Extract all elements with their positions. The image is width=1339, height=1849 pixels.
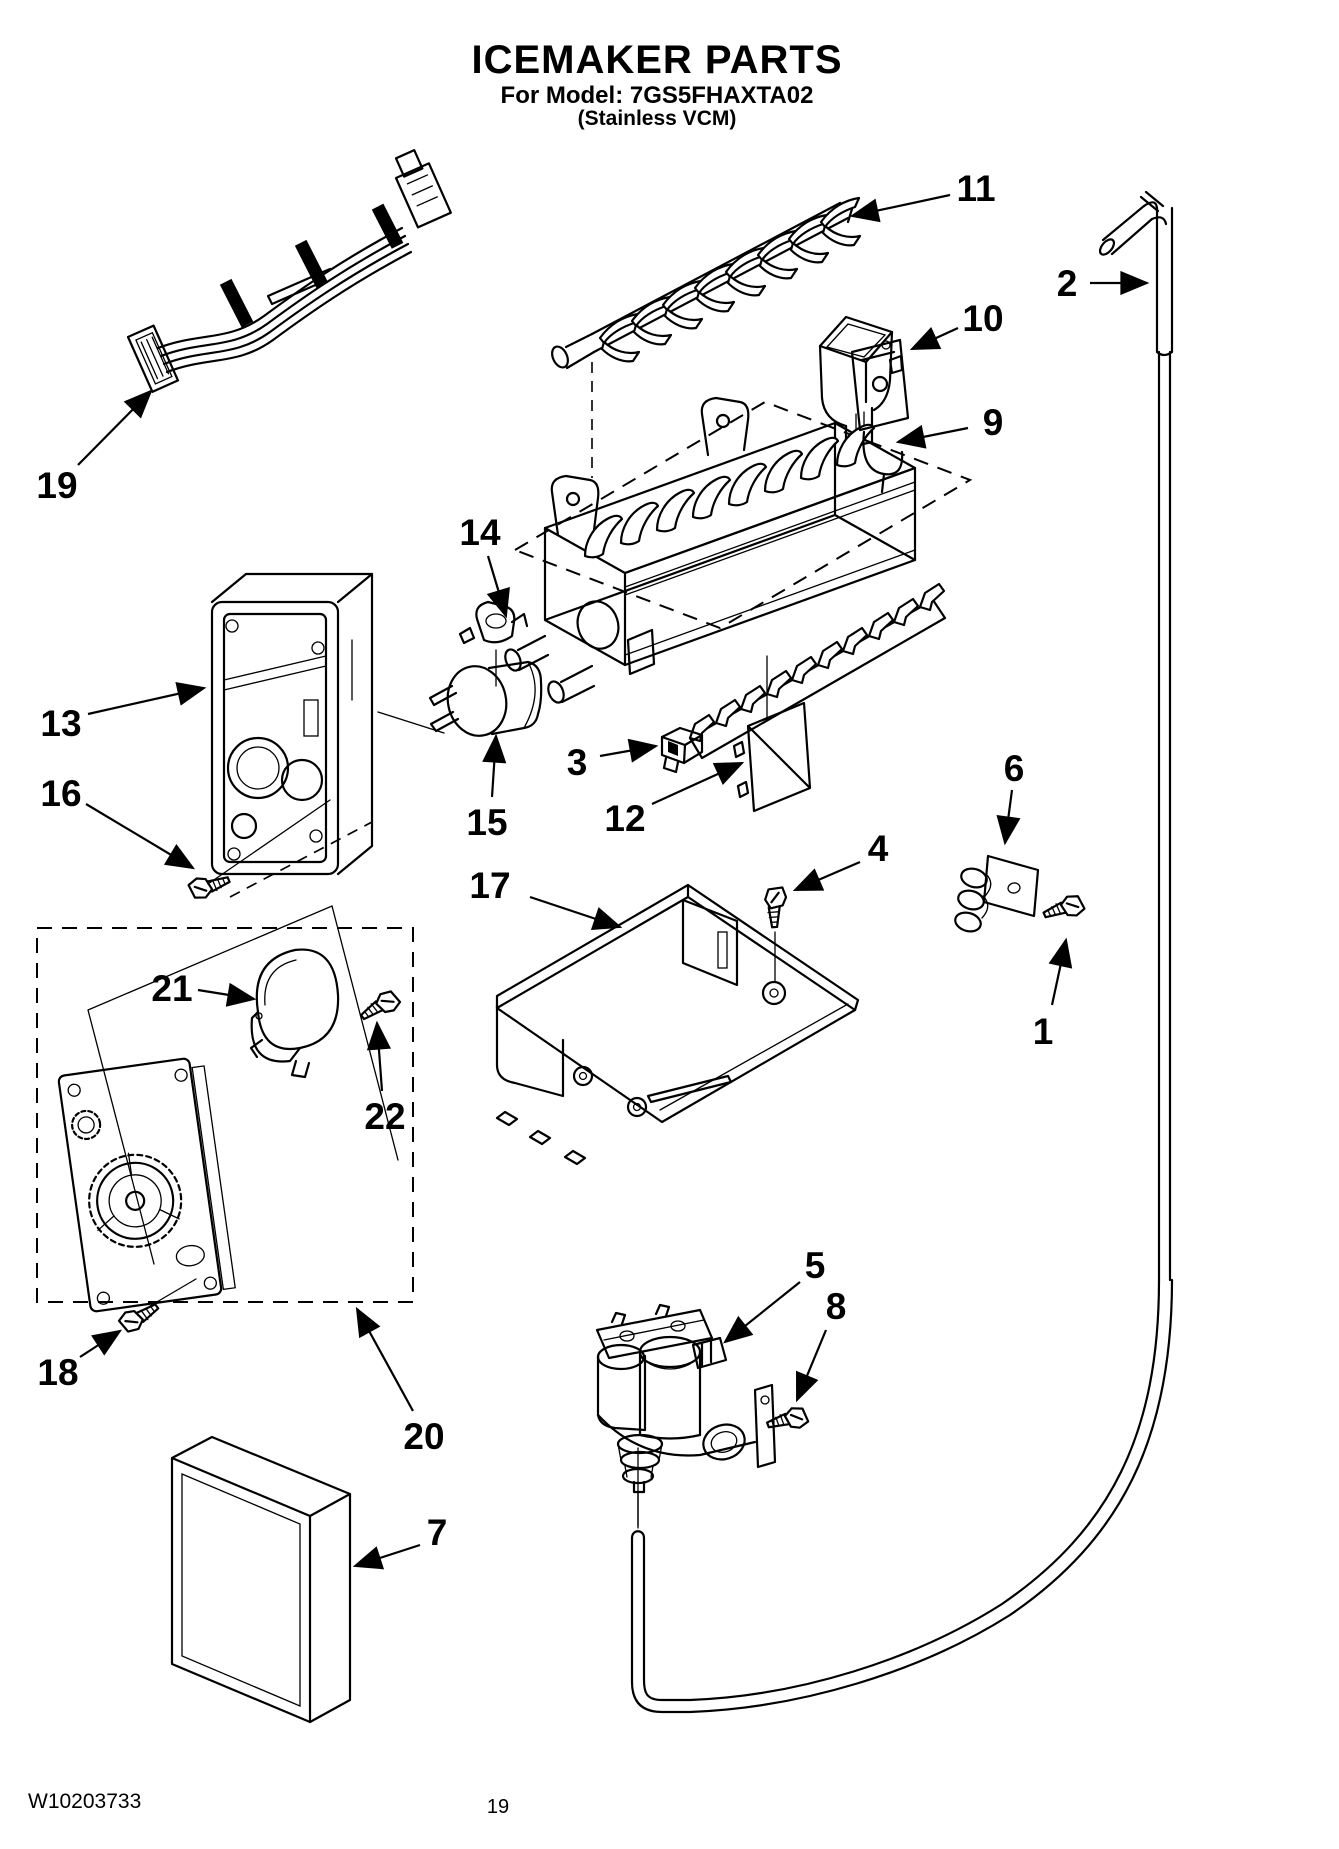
control-module-drawing (208, 574, 372, 897)
callout-label-14: 14 (459, 512, 501, 553)
callout-label-17: 17 (469, 865, 511, 906)
wire-harness-drawing (128, 147, 451, 392)
document-number: W10203733 (28, 1790, 142, 1813)
callout-label-7: 7 (426, 1512, 448, 1553)
callout-label-3: 3 (566, 742, 588, 783)
callout-leader-4 (795, 862, 860, 890)
icemaker-body-drawing (502, 340, 970, 720)
wire-clamp-drawing (953, 856, 1038, 934)
callout-label-18: 18 (37, 1352, 79, 1393)
callout-leader-7 (355, 1545, 420, 1566)
callout-label-20: 20 (403, 1416, 445, 1457)
bearing-plug-drawing (378, 661, 541, 742)
callout-leader-21 (198, 990, 254, 999)
callout-leader-20 (357, 1309, 413, 1411)
callout-leader-6 (1005, 790, 1012, 843)
callout-layer (36, 168, 1147, 1566)
callout-label-8: 8 (825, 1286, 847, 1327)
callout-leader-8 (797, 1330, 826, 1400)
screw-1-drawing (1042, 892, 1086, 927)
callout-leader-3 (600, 746, 656, 756)
callout-leader-5 (725, 1282, 800, 1342)
callout-label-4: 4 (867, 828, 889, 869)
screw-4-drawing (764, 887, 788, 927)
callout-leader-1 (1052, 940, 1066, 1005)
gear-motor-drawing (251, 950, 338, 1077)
callout-label-15: 15 (466, 802, 508, 843)
callout-leader-18 (80, 1331, 120, 1357)
finish-subtitle: (Stainless VCM) (577, 107, 737, 130)
shield-drawing (497, 885, 858, 1164)
callout-leader-14 (488, 556, 506, 616)
callout-leader-15 (492, 736, 496, 797)
callout-label-11: 11 (956, 168, 996, 209)
callout-leader-13 (88, 688, 204, 714)
callout-leader-16 (86, 804, 193, 868)
callout-leader-19 (78, 391, 151, 465)
callout-label-2: 2 (1056, 263, 1078, 304)
water-valve-drawing (597, 1305, 775, 1526)
callout-label-13: 13 (40, 703, 82, 744)
ice-bin-drawing (172, 1437, 350, 1722)
callout-label-19: 19 (36, 465, 78, 506)
callout-leader-11 (852, 195, 950, 216)
callout-label-21: 21 (151, 968, 193, 1009)
callout-leader-17 (530, 897, 620, 927)
callout-label-9: 9 (982, 402, 1004, 443)
model-subtitle: For Model: 7GS5FHAXTA02 (500, 82, 814, 109)
callout-label-22: 22 (364, 1096, 406, 1137)
page-number: 19 (486, 1796, 510, 1818)
page-title: ICEMAKER PARTS (471, 38, 843, 82)
screw-22-drawing (358, 988, 402, 1028)
callout-label-12: 12 (604, 798, 646, 839)
callout-label-16: 16 (40, 773, 82, 814)
callout-label-1: 1 (1032, 1011, 1054, 1052)
gearbox-assembly-drawing (37, 906, 413, 1335)
callout-leader-10 (912, 328, 958, 349)
callout-leader-9 (898, 428, 968, 442)
callout-label-5: 5 (804, 1245, 826, 1286)
callout-label-6: 6 (1003, 748, 1025, 789)
callout-label-10: 10 (962, 298, 1004, 339)
